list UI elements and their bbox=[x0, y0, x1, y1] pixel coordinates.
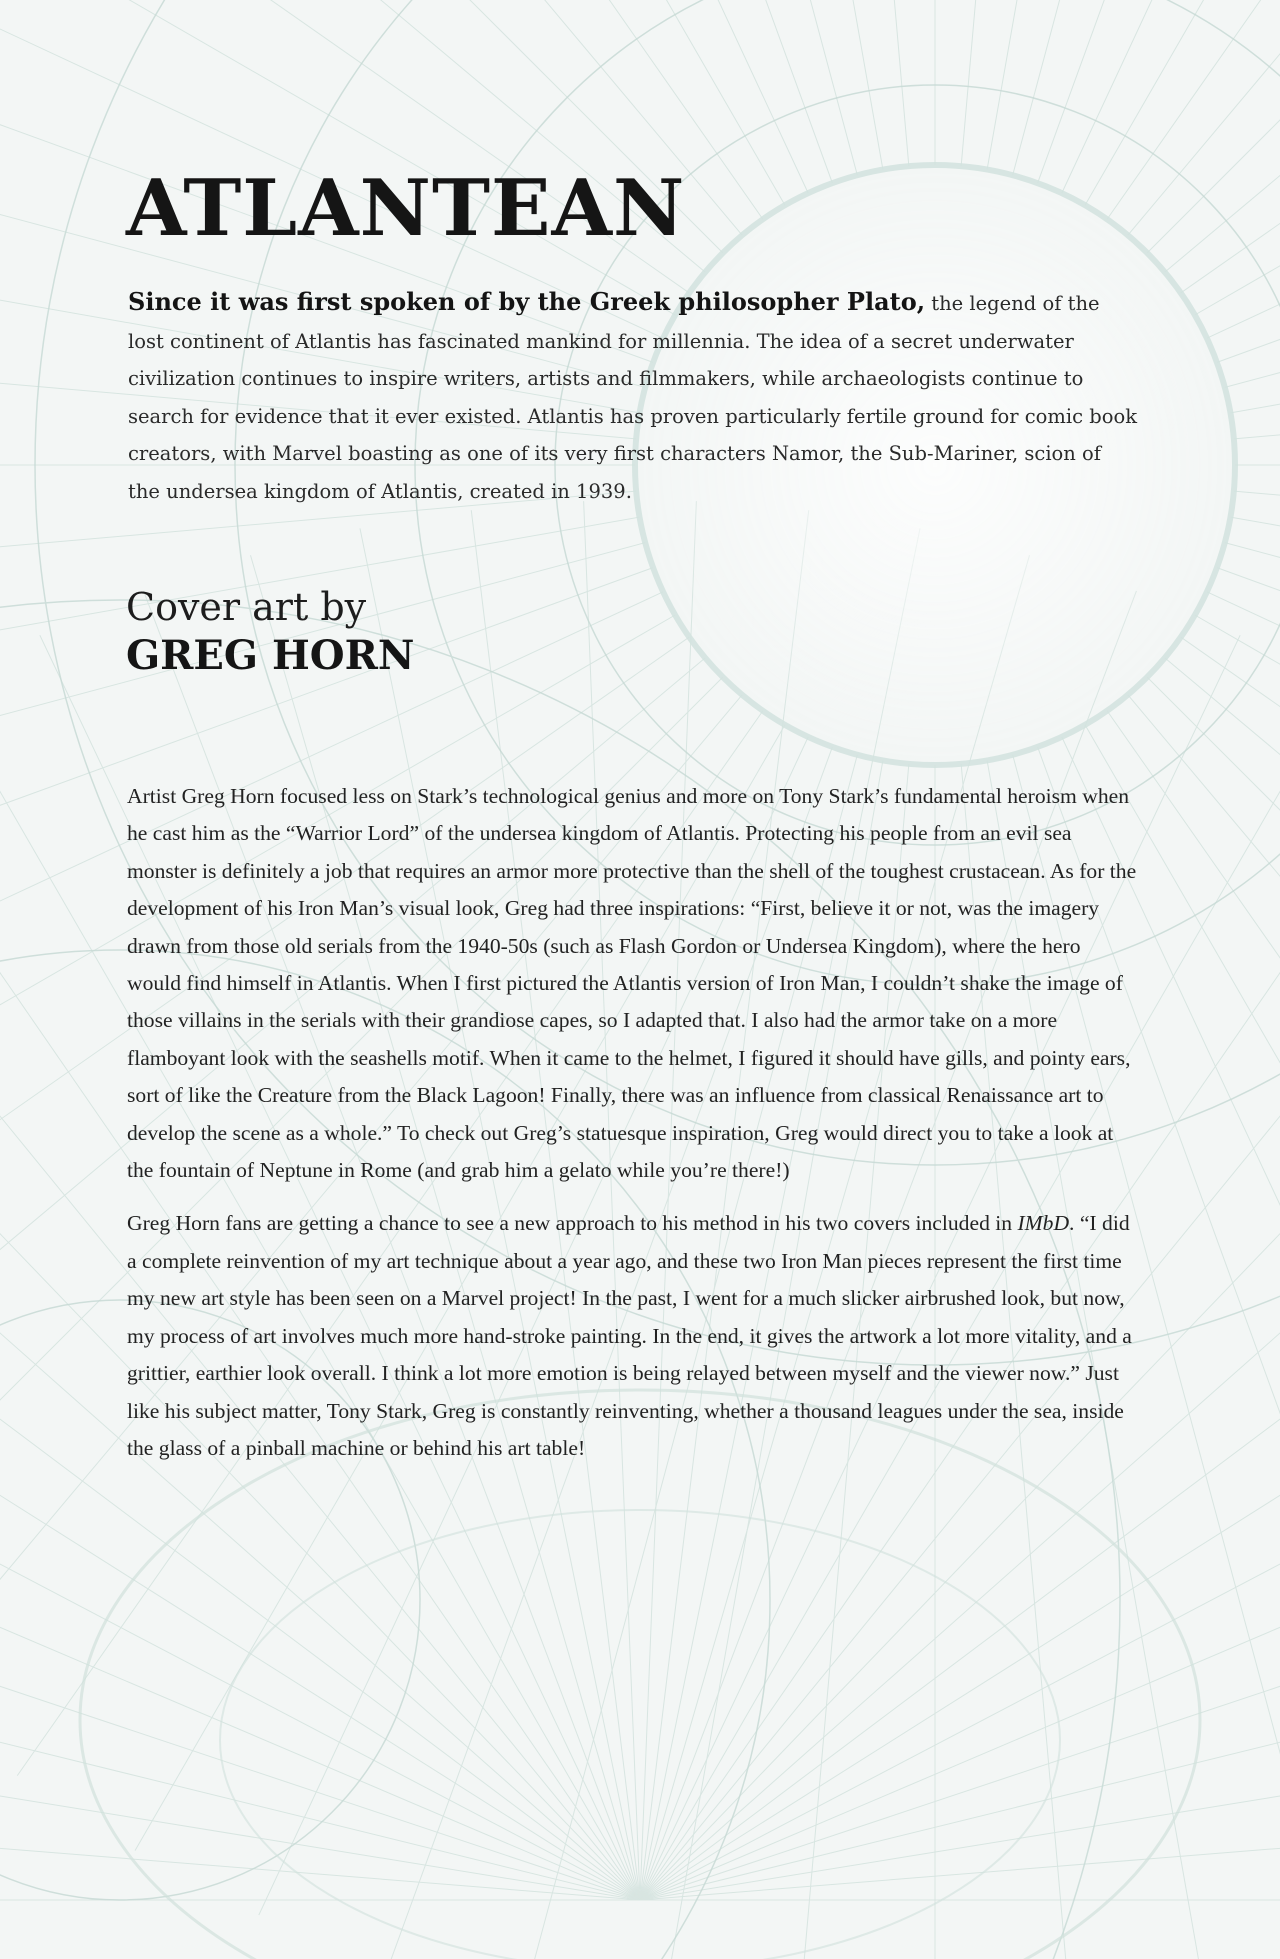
body-paragraph-2-end: . “I did a complete reinvention of my art technique about a year ago, and these two Iron Man pieces represent the first time my new art style has been seen on a Marvel project! In the past, I went for a much slicker airbrushed look, but now, my process of art involves much more hand-stroke painting. In the end, it gives the artwork a lot more vitality, and a grittier, earthier look overall. I think a lot more emotion is being relayed between myself and the viewer now.” Just like his subject matter, Tony Stark, Greg is constantly reinventing, whether a thousand leagues under the sea, inside the glass of a pinball machine or behind his art table! bbox=[127, 1211, 1132, 1460]
body-paragraph-2-start: Greg Horn fans are getting a chance to see a new approach to his method in his two covers included in bbox=[127, 1211, 1018, 1236]
credit-label: Cover art by bbox=[126, 585, 367, 629]
intro-text: the legend of the lost continent of Atlantis has fascinated mankind for millennia. The idea of a secret underwater civilization continues to inspire writers, artists and filmmakers, while archaeologists continue to search for evidence that it ever existed. Atlantis has proven particularly fertile ground for comic book creators, with Marvel boasting as one of its very first characters Namor, the Sub-Mariner, scion of the undersea kingdom of Atlantis, created in 1939. bbox=[128, 292, 1138, 503]
page-title: ATLANTEAN bbox=[126, 163, 686, 254]
body-paragraph-2 bbox=[127, 1205, 1139, 1467]
intro-lead: Since it was first spoken of by the Greek philosopher Plato, bbox=[128, 287, 926, 316]
intro-paragraph bbox=[128, 283, 1138, 511]
article-body bbox=[127, 778, 1139, 1483]
credit-artist: GREG HORN bbox=[126, 632, 415, 679]
body-paragraph-1: Artist Greg Horn focused less on Stark’s technological genius and more on Tony Stark’s fundamental heroism when he cast him as the “Warrior Lord” of the undersea kingdom of Atlantis. Protecting his people from an evil sea monster is definitely a job that requires an armor more protective than the shell of the toughest crustacean. As for the development of his Iron Man’s visual look, Greg had three inspirations: “First, believe it or not, was the imagery drawn from those old serials from the 1940-50s (such as Flash Gordon or Undersea Kingdom), where the hero would find himself in Atlantis. When I first pictured the Atlantis version of Iron Man, I couldn’t shake the image of those villains in the serials with their grandiose capes, so I adapted that. I also had the armor take on a more flamboyant look with the seashells motif. When it came to the helmet, I figured it should have gills, and pointy ears, sort of like the Creature from the Black Lagoon! Finally, there was an influence from classical Renaissance art to develop the scene as a whole.” To check out Greg’s statuesque inspiration, Greg would direct you to take a look at the fountain of Neptune in Rome (and grab him a gelato while you’re there!) bbox=[127, 784, 1137, 1183]
imbd-title: IMbD bbox=[1017, 1211, 1070, 1236]
